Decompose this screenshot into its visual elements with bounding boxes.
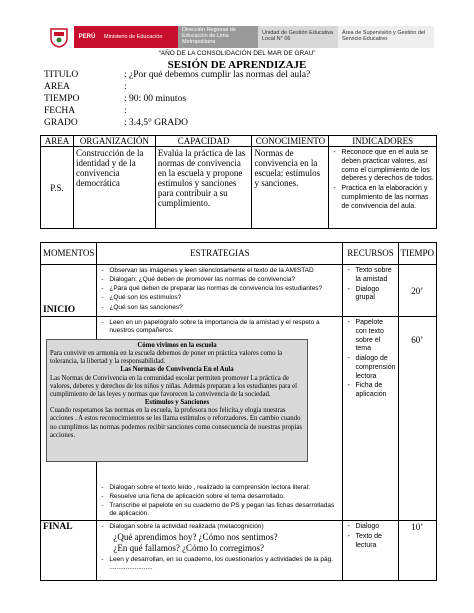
header-conocimiento: CONOCIMIENTO — [252, 136, 329, 147]
resource-item: - Dialogo — [355, 523, 395, 532]
reading-text-box — [46, 339, 308, 462]
box-heading: Estímulos y Sanciones — [144, 399, 210, 407]
final-recursos — [343, 521, 398, 581]
header-recursos: RECURSOS — [343, 243, 398, 265]
cell-indicadores — [329, 147, 437, 229]
page-title: SESIÓN DE APRENDIZAJE — [167, 59, 307, 71]
competencias-table — [40, 135, 437, 229]
resource-item: - Ficha de aplicación — [355, 382, 395, 400]
meta-row-grado: GRADO : 3.4,5° GRADO — [44, 118, 188, 128]
header-momentos: MOMENTOS — [41, 243, 97, 265]
peru-coat-of-arms-icon — [48, 26, 70, 48]
indicator-item: - Reconoce que en el aula se deben practicar valores, así como el cumplimiento de los deberes y derechos de todos. — [341, 149, 434, 184]
year-slogan: “AÑO DE LA CONSOLIDACIÓN DEL MAR DE GRAU” — [158, 50, 316, 57]
box-paragraph: Para convivir en armonía en la escuela debemos de poner en práctica valores como la tolerancia, la libertad y la responsabilidad. — [50, 350, 283, 366]
strategy-item: - Observan las imágenes y leen silenciosamente el texto de la AMISTAD — [109, 267, 340, 275]
header-capacidad: CAPACIDAD — [155, 136, 252, 147]
box-heading: Las Normas de Convivencia En el Aula — [120, 366, 234, 374]
final-strategies — [97, 521, 343, 581]
cell-organizacion: Construcción de la identidad y de la convivencia democrática — [73, 147, 155, 229]
resource-item: - dialogo de comprensión lectora — [355, 355, 395, 381]
resource-item: - Texto sobre la amistad — [355, 267, 395, 285]
ugel-label: Unidad de Gestión Educativa Local N° 06 — [258, 26, 338, 48]
box-paragraph: Cuando respetamos las normas en la escuela, la profesora nos felicita,y elogia nuestras acciones . A estos reconocimientos se les llama estímulos o reforzadores. En cambio cuando no cumplimos las normas podemos recibir sanciones como consecuencia de nuestras propias acciones. — [50, 407, 302, 439]
strategy-item: - Dialogan sobre el texto leído , realizado la comprensión lectora literal: — [109, 484, 340, 492]
strategy-item: - ¿Para qué deben de preparar las normas de convivencia los estudiantes? — [109, 285, 340, 293]
resource-item: - Dialogo grupal — [355, 286, 395, 304]
box-paragraph: Las Normas de Convivencia en la comunidad escolar permiten promover La práctica de valores, deberes y derechos de los niños y niñas. Además preparan a los estudiantes para el cumplimiento de las leyes y normas que favorecen la convivencia de la sociedad. — [50, 374, 298, 398]
meta-row-fecha: FECHA : — [44, 106, 127, 116]
inicio-recursos — [343, 265, 398, 317]
resource-item: - Papelote con texto sobre el tema — [355, 319, 395, 354]
cell-conocimiento: Normas de convivencia en la escuela: estímulos y sanciones. — [252, 147, 329, 229]
metacognition-question: ¿En qué fallamos? ¿Cómo lo corregimos? — [113, 543, 265, 554]
stage-inicio: INICIO — [41, 265, 97, 317]
inicio-strategies — [97, 265, 343, 317]
box-heading: Cómo vivimos en la escuela — [137, 342, 217, 349]
strategy-item: - Leen y desarrollan, en su cuaderno, los cuestionarios y actividades de la pág. ........................ — [109, 556, 340, 572]
header-estrategias: ESTRATEGIAS — [97, 243, 343, 265]
strategy-item: - ¿Qué son las sanciones? — [109, 304, 340, 312]
strategy-item: - Dialogan: ¿Qué deben de promover las normas de convivencia? — [109, 276, 340, 284]
resource-item: - Texto de lectura — [355, 533, 395, 551]
strategy-item: - Resuelve una ficha de aplicación sobre el tema desarrollado. — [109, 493, 340, 501]
peru-label: PERÚ — [74, 26, 100, 48]
meta-row-tiempo: TIEMPO : 90: 00 minutos — [44, 94, 187, 104]
desarrollo-recursos — [343, 317, 398, 521]
inicio-tiempo: 20’ — [398, 265, 437, 317]
indicator-item: - Practica en la elaboración y cumplimiento de las normas de convivencia del aula. — [341, 185, 434, 211]
ministerio-label: Ministerio de Educación — [100, 26, 178, 48]
strategy-item: - Leen en un papelógrafo sobre la importancia de la amistad y el respeto a nuestros compañeros. — [109, 319, 340, 335]
asse-label: Área de Supervisión y Gestión del Servicio Educativo — [338, 26, 434, 48]
final-tiempo: 10’ — [398, 521, 437, 581]
cell-area: P.S. — [41, 147, 74, 229]
header-organizacion: ORGANIZACIÓN — [73, 136, 155, 147]
strategy-item: - ¿Qué son los estímulos? — [109, 294, 340, 302]
strategy-item: - Dialogan sobre la actividad realizada (metacognición) — [109, 523, 340, 531]
stage-final: FINAL — [41, 521, 97, 581]
strategy-item: - Transcribe el papelote en su cuaderno de PS y pegan las fichas desarrolladas de aplicación. — [109, 502, 340, 518]
metacognition-question: ¿Qué aprendimos hoy? ¿Cómo nos sentimos? — [113, 532, 278, 543]
header-tiempo: TIEMPO — [398, 243, 437, 265]
desarrollo-tiempo: 60’ — [398, 317, 437, 521]
header-indicadores: INDICADORES — [329, 136, 437, 147]
meta-row-area: AREA : — [44, 82, 127, 92]
cell-capacidad: Evalúa la práctica de las normas de convivencia en la escuela y propone estímulos y sanciones para contribuir a su cumplimiento. — [155, 147, 252, 229]
meta-row-titulo: TITULO : ¿Por qué debemos cumplir las normas del aula? — [44, 70, 311, 80]
dre-label: Dirección Regional de Educación de Lima Metropolitana — [178, 26, 258, 48]
header-area: AREA — [41, 136, 74, 147]
